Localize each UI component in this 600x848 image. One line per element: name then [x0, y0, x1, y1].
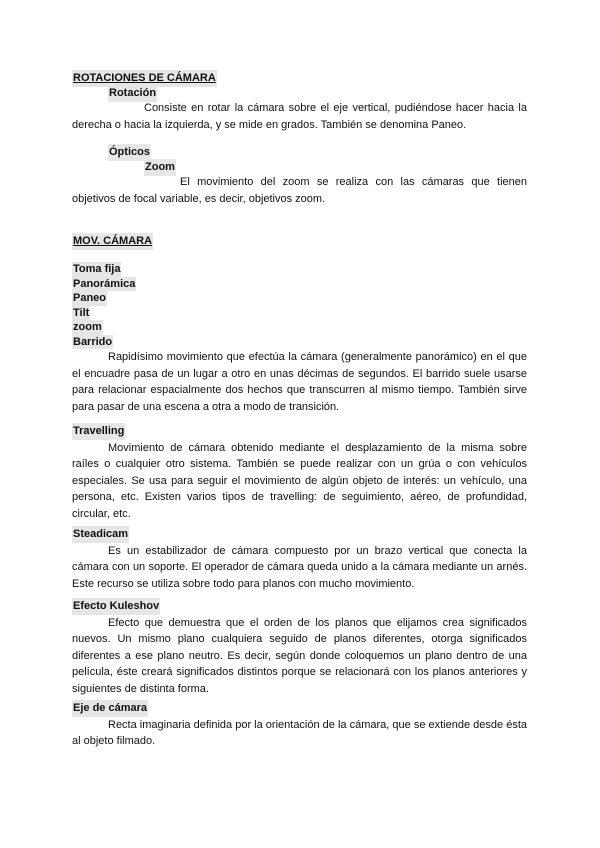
- section-text: Efecto que demuestra que el orden de los planos que elijamos crea significados nuevos. Un mismo plano cualquiera seguido de planos diferentes, otorga significados diferentes a ese plano neutro. Es decir, según donde coloquemos un plano dentro de una película, éste creará significados distintos porque se relacionará con los planos anteriores y siguientes de distinta forma.: [72, 616, 527, 695]
- mov-heading: MOV. CÁMARA: [72, 233, 153, 250]
- mov-list-item: Tilt: [73, 306, 90, 319]
- mov-list-item: zoom: [73, 321, 102, 333]
- mov-list-item: Panorámica: [73, 277, 136, 290]
- zoom-heading: Zoom: [144, 159, 176, 176]
- barrido-text: Rapidísimo movimiento que efectúa la cámara (generalmente panorámico) en el que el encuadre pasa de un lugar a otro en unas décimas de segundos. El barrido suele usarse para relacionar espacialmente dos hechos que transcurren al mismo tiempo. También sirve para pasar de una escena a otra a modo de transición.: [72, 351, 527, 413]
- section-heading: Efecto Kuleshov: [72, 598, 160, 615]
- section-eje: [72, 700, 527, 750]
- section-text: Es un estabilizador de cámara compuesto por un brazo vertical que conecta la cámara con un soporte. El operador de cámara queda unido a la cámara mediante un arnés. Este recurso se utiliza sobre todo para planos con mucho movimiento.: [72, 544, 527, 590]
- mov-list: [72, 262, 527, 349]
- rotacion-paragraph: [72, 100, 527, 133]
- mov-heading-block: [72, 233, 527, 250]
- mov-list-item: Paneo: [73, 292, 107, 304]
- barrido-paragraph: [72, 349, 527, 415]
- mov-list-item: Toma fija: [73, 263, 121, 275]
- rotacion-heading: Rotación: [108, 85, 157, 102]
- section-steadicam: [72, 526, 527, 592]
- section-heading: Travelling: [72, 423, 125, 440]
- section-travelling: [72, 423, 527, 522]
- opticos-heading: Ópticos: [108, 144, 151, 161]
- mov-list-item: Barrido: [73, 335, 113, 348]
- rotaciones-heading: ROTACIONES DE CÁMARA: [72, 70, 217, 87]
- zoom-paragraph: [72, 174, 527, 207]
- section-heading: Eje de cámara: [72, 700, 148, 717]
- rotacion-text: Consiste en rotar la cámara sobre el eje vertical, pudiéndose hacer hacia la derecha o hacia la izquierda, y se mide en grados. También se denomina Paneo.: [72, 102, 527, 131]
- section-text: Movimiento de cámara obtenido mediante el desplazamiento de la misma sobre raíles o cualquier otro sistema. También se puede realizar con un grúa o con vehículos especiales. Se usa para seguir el movimiento de algún objeto de interés: un vehículo, una persona, etc. Existen varios tipos de travelling: de seguimiento, aéreo, de profundidad, circular, etc.: [72, 441, 527, 520]
- zoom-text: El movimiento del zoom se realiza con las cámaras que tienen objetivos de focal variable, es decir, objetivos zoom.: [72, 176, 527, 205]
- section-kuleshov: [72, 598, 527, 697]
- section-text: Recta imaginaria definida por la orientación de la cámara, que se extiende desde ésta al objeto filmado.: [72, 718, 527, 747]
- section-heading: Steadicam: [72, 526, 129, 543]
